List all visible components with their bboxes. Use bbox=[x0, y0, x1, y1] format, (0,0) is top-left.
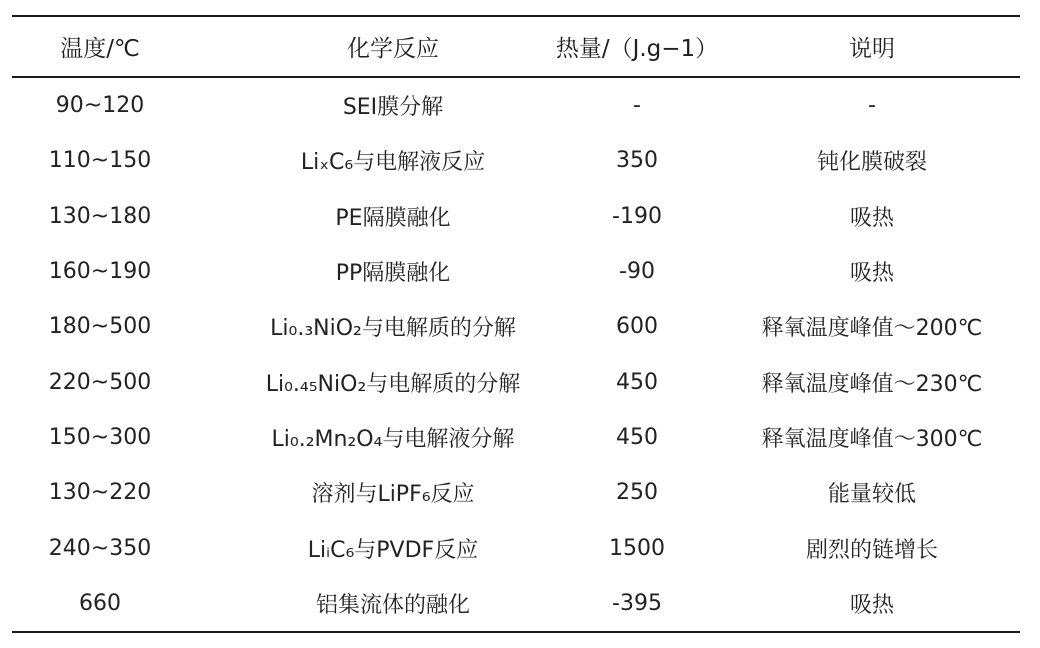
reaction-cell: SEI膜分解 bbox=[342, 95, 444, 121]
heat-cell: - bbox=[633, 93, 641, 119]
reaction-cell: LiᵢC₆与PVDF反应 bbox=[307, 537, 479, 563]
heat-cell: 250 bbox=[616, 480, 658, 506]
temperature-cell: 110~150 bbox=[48, 148, 152, 174]
table-row bbox=[12, 78, 1020, 133]
temperature-cell: 90~120 bbox=[55, 93, 145, 119]
temperature-cell: 160~190 bbox=[48, 259, 152, 285]
table-row bbox=[12, 354, 1020, 409]
table-row bbox=[12, 520, 1020, 575]
temperature-cell: 240~350 bbox=[48, 535, 152, 561]
heat-cell: 450 bbox=[616, 424, 658, 450]
heat-cell: 600 bbox=[616, 314, 658, 340]
table-row bbox=[12, 299, 1020, 354]
temperature-cell: 130~220 bbox=[48, 480, 152, 506]
table-row bbox=[12, 244, 1020, 299]
reaction-cell: 铝集流体的融化 bbox=[315, 592, 470, 618]
reaction-cell: 溶剂与LiPF₆反应 bbox=[311, 482, 475, 508]
temperature-cell: 660 bbox=[79, 590, 121, 616]
temperature-cell: 150~300 bbox=[48, 424, 152, 450]
reaction-cell: PE隔膜融化 bbox=[335, 205, 451, 231]
description-cell: 吸热 bbox=[849, 592, 894, 618]
heat-cell: 1500 bbox=[609, 535, 665, 561]
description-cell: - bbox=[868, 93, 876, 119]
reaction-cell: Li₀.₄₅NiO₂与电解质的分解 bbox=[265, 371, 521, 397]
table-row bbox=[12, 133, 1020, 188]
header-temperature: 温度/℃ bbox=[60, 36, 140, 62]
reaction-cell: Li₀.₂Mn₂O₄与电解液分解 bbox=[271, 426, 515, 452]
description-cell: 剧烈的链增长 bbox=[805, 537, 938, 563]
heat-cell: 450 bbox=[616, 369, 658, 395]
description-cell: 释氧温度峰值～300℃ bbox=[761, 426, 983, 452]
description-cell: 释氧温度峰值～200℃ bbox=[761, 316, 983, 342]
temperature-cell: 180~500 bbox=[48, 314, 152, 340]
table-row bbox=[12, 410, 1020, 465]
temperature-cell: 220~500 bbox=[48, 369, 152, 395]
description-cell: 钝化膜破裂 bbox=[816, 150, 927, 176]
header-heat: 热量/（J.g−1） bbox=[555, 36, 719, 62]
heat-cell: 350 bbox=[616, 148, 658, 174]
description-cell: 能量较低 bbox=[827, 482, 916, 508]
table-row bbox=[12, 189, 1020, 244]
reaction-cell: PP隔膜融化 bbox=[335, 261, 451, 287]
table-bottom-rule bbox=[12, 631, 1020, 633]
description-cell: 释氧温度峰值～230℃ bbox=[761, 371, 983, 397]
temperature-cell: 130~180 bbox=[48, 203, 152, 229]
table-body bbox=[12, 78, 1020, 631]
description-cell: 吸热 bbox=[849, 261, 894, 287]
table-row bbox=[12, 465, 1020, 520]
header-description: 说明 bbox=[849, 36, 895, 62]
reaction-cell: Li₀.₃NiO₂与电解质的分解 bbox=[270, 316, 516, 342]
heat-cell: -395 bbox=[612, 590, 662, 616]
heat-cell: -90 bbox=[619, 259, 655, 285]
heat-cell: -190 bbox=[612, 203, 662, 229]
table-header-row bbox=[12, 17, 1020, 76]
description-cell: 吸热 bbox=[849, 205, 894, 231]
table-row bbox=[12, 576, 1020, 631]
reaction-cell: LiₓC₆与电解液反应 bbox=[300, 150, 486, 176]
header-chemical-reaction: 化学反应 bbox=[347, 36, 439, 62]
